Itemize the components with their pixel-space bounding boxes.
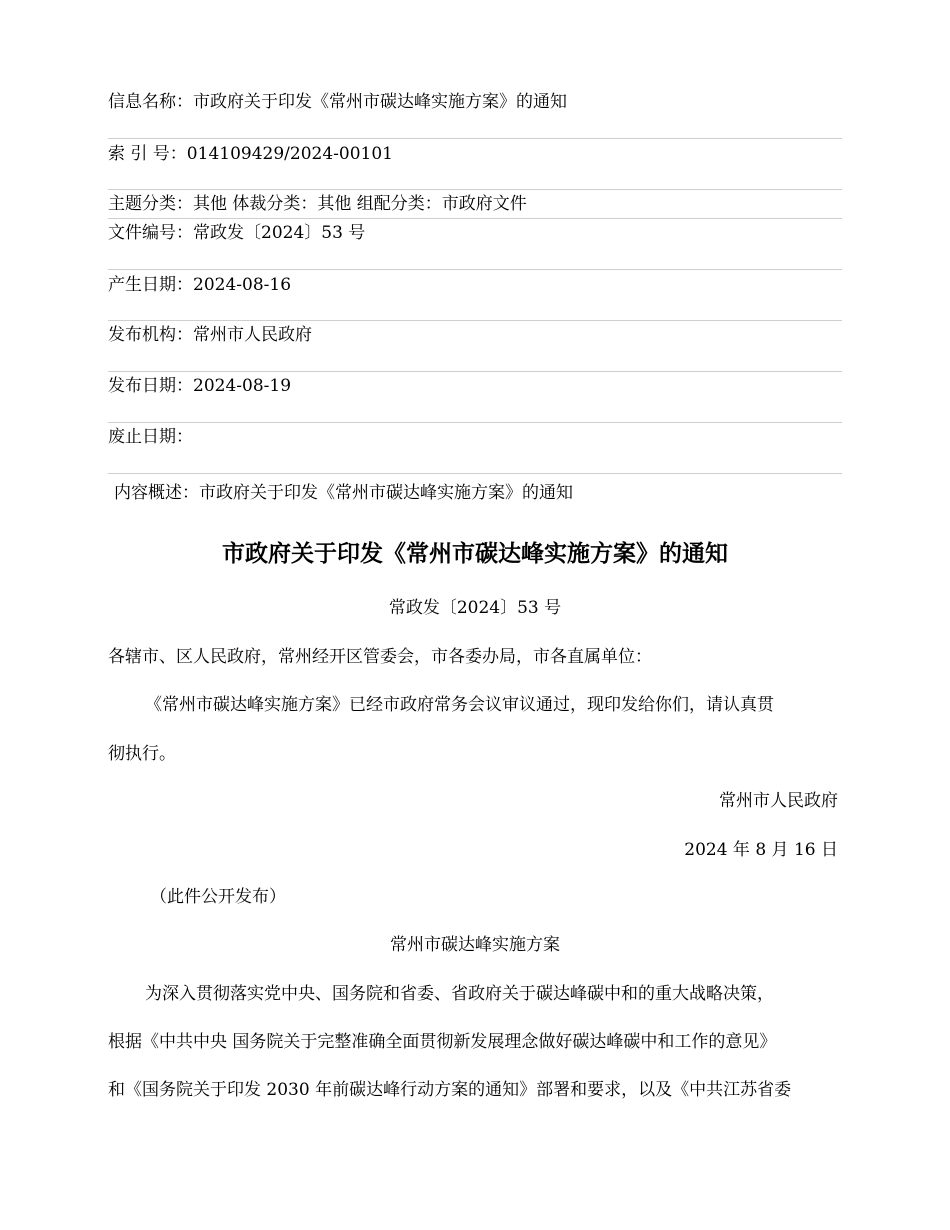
signatory: 常州市人民政府: [719, 791, 838, 811]
publication-note: （此件公开发布）: [150, 887, 286, 907]
document-number-row: 文件编号：常政发〔2024〕53 号: [108, 223, 366, 243]
divider: [108, 218, 842, 219]
document-number: 常政发〔2024〕53 号: [388, 598, 562, 618]
intro-paragraph-line-1: 为深入贯彻落实党中央、国务院和省委、省政府关于碳达峰碳中和的重大战略决策，: [145, 984, 774, 1004]
divider: [108, 371, 842, 372]
divider: [108, 422, 842, 423]
divider: [108, 269, 842, 270]
attachment-title: 常州市碳达峰实施方案: [390, 935, 560, 955]
addressees: 各辖市、区人民政府，常州经开区管委会，市各委办局，市各直属单位：: [108, 647, 652, 667]
summary-row: 内容概述：市政府关于印发《常州市碳达峰实施方案》的通知: [114, 483, 573, 503]
created-date-row: 产生日期：2024-08-16: [108, 275, 292, 295]
publish-date-row: 发布日期：2024-08-19: [108, 376, 292, 396]
body-paragraph-line-1: 《常州市碳达峰实施方案》已经市政府常务会议审议通过，现印发给你们，请认真贯: [145, 695, 774, 715]
divider: [108, 138, 842, 139]
divider: [108, 189, 842, 190]
document-title: 市政府关于印发《常州市碳达峰实施方案》的通知: [222, 540, 728, 567]
classification-row: 主题分类：其他 体裁分类：其他 组配分类：市政府文件: [108, 194, 527, 214]
divider: [108, 320, 842, 321]
index-number-row: 索 引 号：014109429/2024-00101: [108, 144, 393, 164]
intro-paragraph-line-2: 根据《中共中央 国务院关于完整准确全面贯彻新发展理念做好碳达峰碳中和工作的意见》: [108, 1032, 777, 1052]
intro-paragraph-line-3: 和《国务院关于印发 2030 年前碳达峰行动方案的通知》部署和要求，以及《中共江苏省委: [108, 1080, 792, 1100]
issuing-agency-row: 发布机构：常州市人民政府: [108, 325, 312, 345]
divider: [108, 473, 842, 474]
info-name-row: 信息名称：市政府关于印发《常州市碳达峰实施方案》的通知: [108, 92, 567, 112]
body-paragraph-line-2: 彻执行。: [108, 744, 176, 764]
sign-date: 2024 年 8 月 16 日: [684, 840, 838, 860]
expiry-date-row: 废止日期：: [108, 427, 193, 447]
